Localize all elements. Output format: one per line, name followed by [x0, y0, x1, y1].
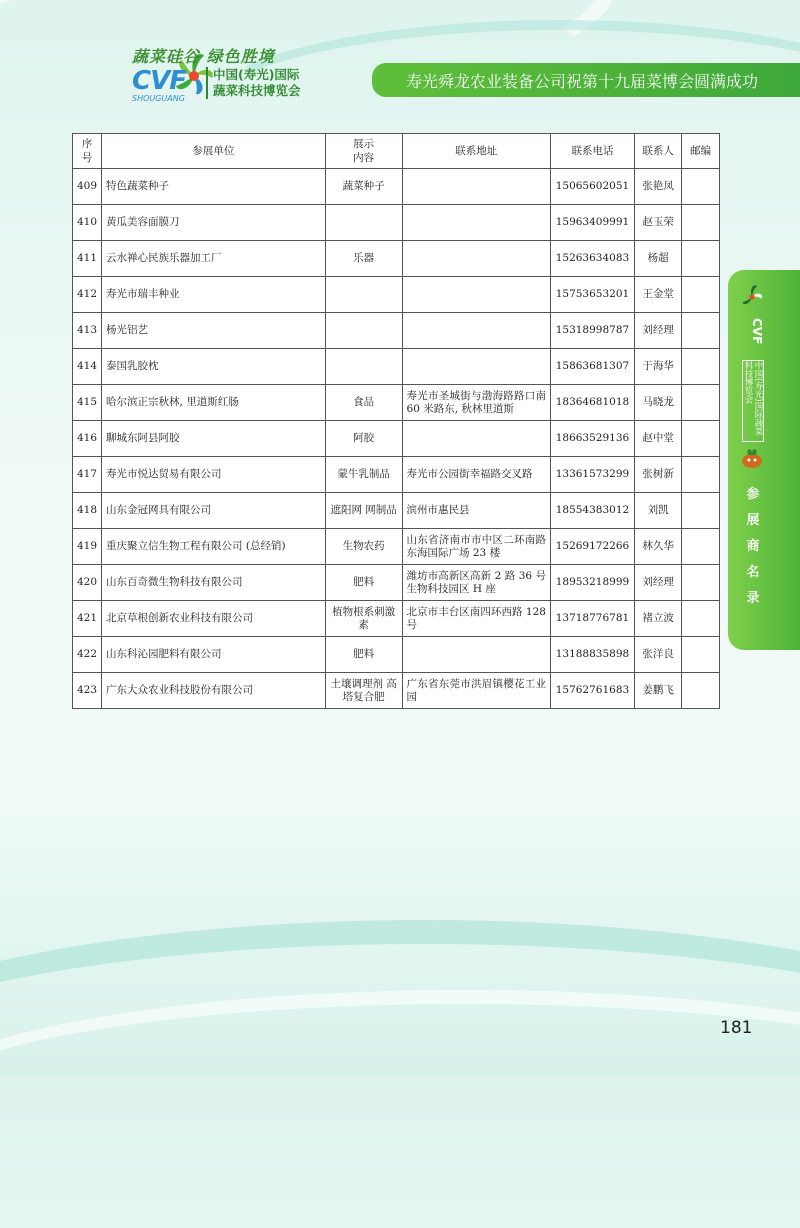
cell-product: 土壤调理剂 高塔复合肥: [325, 673, 402, 709]
cell-address: 寿光市圣城街与渤海路路口南 60 米路东, 秋林里道斯: [402, 385, 550, 421]
cell-contact: 褚立波: [634, 601, 681, 637]
cell-product: [325, 313, 402, 349]
cell-no: 418: [73, 493, 102, 529]
cell-unit: 北京草根创新农业科技有限公司: [102, 601, 326, 637]
cell-address: [402, 205, 550, 241]
cell-zip: [682, 241, 720, 277]
cell-tel: 15263634083: [550, 241, 634, 277]
header-unit: 参展单位: [102, 134, 326, 169]
cell-address: 滨州市惠民县: [402, 493, 550, 529]
cell-contact: 刘经理: [634, 565, 681, 601]
cell-tel: 15753653201: [550, 277, 634, 313]
side-label: [744, 482, 762, 612]
cell-tel: 15065602051: [550, 169, 634, 205]
header-tel: 联系电话: [550, 134, 634, 169]
expo-name-line1: 中国(寿光)国际: [213, 67, 300, 82]
side-label-char: 参: [746, 487, 760, 502]
cell-tel: 18364681018: [550, 385, 634, 421]
header-product-line: 展示: [353, 138, 375, 150]
cell-unit: 山东百奇微生物科技有限公司: [102, 565, 326, 601]
cell-unit: 重庆聚立信生物工程有限公司 (总经销): [102, 529, 326, 565]
cell-no: 415: [73, 385, 102, 421]
cell-product: 蒙牛乳制品: [325, 457, 402, 493]
table-row: [73, 565, 720, 601]
cell-address: 北京市丰台区南四环西路 128 号: [402, 601, 550, 637]
cell-contact: 赵玉荣: [634, 205, 681, 241]
cell-address: 寿光市公园街幸福路交叉路: [402, 457, 550, 493]
cell-zip: [682, 349, 720, 385]
cell-unit: 云水禅心民族乐器加工厂: [102, 241, 326, 277]
cell-contact: 张树新: [634, 457, 681, 493]
cell-unit: 黄瓜美容面膜刀: [102, 205, 326, 241]
cell-zip: [682, 421, 720, 457]
cell-contact: 马晓龙: [634, 385, 681, 421]
expo-logo-icon: [737, 284, 767, 310]
cell-zip: [682, 169, 720, 205]
cell-product: 食品: [325, 385, 402, 421]
cell-contact: 于海华: [634, 349, 681, 385]
slogan: 蔬菜硅谷 绿色胜境: [132, 47, 275, 66]
cell-zip: [682, 277, 720, 313]
cell-tel: 15269172266: [550, 529, 634, 565]
cell-no: 421: [73, 601, 102, 637]
cell-no: 412: [73, 277, 102, 313]
cell-address: [402, 169, 550, 205]
side-expo-name: 中国(寿光)国际蔬菜科技博览会: [742, 360, 764, 442]
cell-address: [402, 241, 550, 277]
cell-no: 413: [73, 313, 102, 349]
cell-address: [402, 637, 550, 673]
header-product: [325, 134, 402, 169]
cell-contact: 杨超: [634, 241, 681, 277]
side-label-char: 展: [746, 513, 760, 528]
cell-zip: [682, 601, 720, 637]
header-contact: 联系人: [634, 134, 681, 169]
cell-unit: 特色蔬菜种子: [102, 169, 326, 205]
table-row: [73, 277, 720, 313]
cell-contact: 刘凯: [634, 493, 681, 529]
cell-product: [325, 277, 402, 313]
cell-unit: 聊城东阿县阿胶: [102, 421, 326, 457]
header-zip: 邮编: [682, 134, 720, 169]
cell-tel: 15762761683: [550, 673, 634, 709]
cell-zip: [682, 637, 720, 673]
cell-zip: [682, 529, 720, 565]
table-row: [73, 457, 720, 493]
header-address: 联系地址: [402, 134, 550, 169]
cell-product: 植物根系刺激素: [325, 601, 402, 637]
cell-product: 肥料: [325, 637, 402, 673]
cell-product: [325, 205, 402, 241]
cell-product: 遮阳网 网制品: [325, 493, 402, 529]
table-row: [73, 673, 720, 709]
cell-zip: [682, 565, 720, 601]
cell-tel: 13718776781: [550, 601, 634, 637]
cell-unit: 寿光市瑞丰种业: [102, 277, 326, 313]
cell-no: 422: [73, 637, 102, 673]
cell-address: [402, 349, 550, 385]
table-row: [73, 205, 720, 241]
cell-contact: 王金堂: [634, 277, 681, 313]
banner-text: 寿光舜龙农业装备公司祝第十九届菜博会圆满成功: [405, 72, 758, 91]
cell-zip: [682, 205, 720, 241]
side-label-char: 录: [746, 591, 760, 606]
cell-tel: 15963409991: [550, 205, 634, 241]
cell-zip: [682, 385, 720, 421]
cell-unit: 泰国乳胶枕: [102, 349, 326, 385]
table-row: [73, 349, 720, 385]
cell-zip: [682, 313, 720, 349]
cell-no: 410: [73, 205, 102, 241]
cell-tel: 13188835898: [550, 637, 634, 673]
cell-unit: 山东科沁园肥料有限公司: [102, 637, 326, 673]
table-row: [73, 601, 720, 637]
cell-address: 广东省东莞市洪眉镇樱花工业园: [402, 673, 550, 709]
background-swoosh: [0, 920, 800, 1228]
cell-zip: [682, 493, 720, 529]
cell-no: 409: [73, 169, 102, 205]
cell-contact: 张洋良: [634, 637, 681, 673]
cell-address: 山东省济南市市中区二环南路东海国际广场 23 楼: [402, 529, 550, 565]
header-no: [73, 134, 102, 169]
side-label-char: 商: [746, 539, 760, 554]
cell-address: [402, 313, 550, 349]
table-row: [73, 529, 720, 565]
table-row: [73, 421, 720, 457]
cell-contact: 刘经理: [634, 313, 681, 349]
cell-unit: 寿光市悦达贸易有限公司: [102, 457, 326, 493]
table-row: [73, 637, 720, 673]
cell-no: 417: [73, 457, 102, 493]
background-swoosh: [0, 990, 800, 1218]
cell-address: [402, 421, 550, 457]
table-row: [73, 241, 720, 277]
table-row: [73, 385, 720, 421]
table-row: [73, 313, 720, 349]
table-header-row: [73, 134, 720, 169]
header-no-line: 号: [81, 152, 93, 164]
cell-unit: 杨光铝艺: [102, 313, 326, 349]
cell-zip: [682, 673, 720, 709]
table-row: [73, 493, 720, 529]
cell-tel: 13361573299: [550, 457, 634, 493]
cell-no: 419: [73, 529, 102, 565]
cell-contact: 张艳凤: [634, 169, 681, 205]
cell-no: 420: [73, 565, 102, 601]
cell-product: 阿胶: [325, 421, 402, 457]
exhibitor-table: [72, 133, 720, 709]
cell-contact: 姜鹏飞: [634, 673, 681, 709]
header-product-line: 内容: [353, 152, 375, 164]
cell-no: 411: [73, 241, 102, 277]
cell-no: 414: [73, 349, 102, 385]
cell-contact: 赵中堂: [634, 421, 681, 457]
cell-tel: 18554383012: [550, 493, 634, 529]
cell-product: 乐器: [325, 241, 402, 277]
cell-product: [325, 349, 402, 385]
cell-address: 潍坊市高新区高新 2 路 36 号生物科技园区 H 座: [402, 565, 550, 601]
side-cvf-text: CVF: [750, 318, 764, 345]
cell-address: [402, 277, 550, 313]
page-number: 181: [720, 1018, 753, 1038]
header-no-line: 序: [81, 138, 93, 150]
cell-unit: 哈尔滨正宗秋林, 里道斯红肠: [102, 385, 326, 421]
cell-no: 423: [73, 673, 102, 709]
cell-tel: 18953218999: [550, 565, 634, 601]
cell-product: 蔬菜种子: [325, 169, 402, 205]
cell-no: 416: [73, 421, 102, 457]
cell-tel: 15863681307: [550, 349, 634, 385]
expo-name: [206, 67, 301, 99]
cvf-logo-text: CVF: [132, 66, 186, 96]
logo-subtext: SHOUGUANG: [132, 94, 185, 103]
cell-product: 生物农药: [325, 529, 402, 565]
cell-tel: 15318998787: [550, 313, 634, 349]
vegetable-mascot-icon: [738, 446, 766, 470]
side-label-char: 名: [746, 565, 760, 580]
cell-product: 肥料: [325, 565, 402, 601]
cell-contact: 林久华: [634, 529, 681, 565]
cell-unit: 山东金冠网具有限公司: [102, 493, 326, 529]
cell-tel: 18663529136: [550, 421, 634, 457]
cell-unit: 广东大众农业科技股份有限公司: [102, 673, 326, 709]
cell-zip: [682, 457, 720, 493]
table-row: [73, 169, 720, 205]
expo-name-line2: 蔬菜科技博览会: [213, 83, 301, 98]
